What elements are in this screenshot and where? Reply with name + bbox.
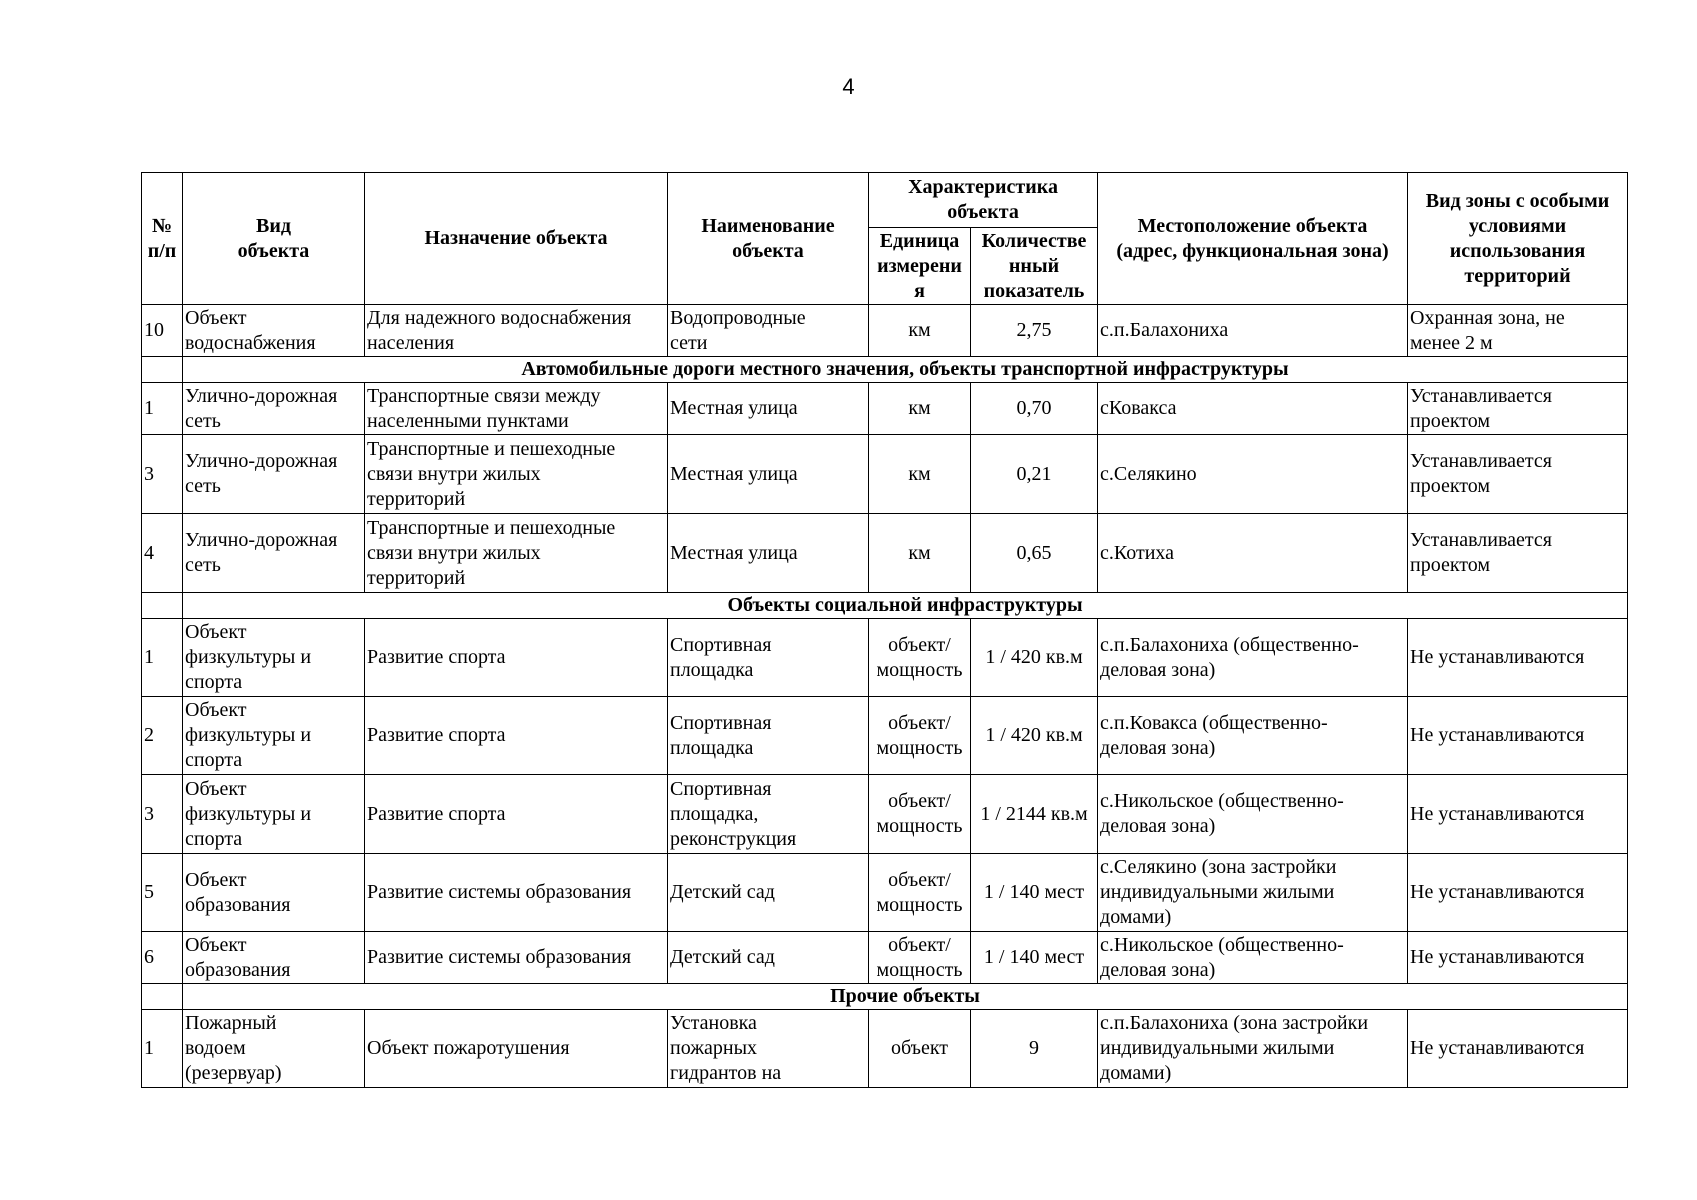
cell-name: Детский сад	[668, 854, 869, 932]
cell-purpose: Развитие спорта	[365, 775, 668, 854]
cell-quantity: 1 / 140 мест	[971, 854, 1098, 932]
header-location: Местоположение объекта (адрес, функциональная зона)	[1098, 173, 1408, 305]
cell-unit: объект/ мощность	[869, 697, 971, 775]
cell-zone: Устанавливается проектом	[1408, 514, 1628, 593]
cell-quantity: 1 / 420 кв.м	[971, 697, 1098, 775]
section-empty-cell	[142, 984, 183, 1010]
cell-zone: Охранная зона, не менее 2 м	[1408, 305, 1628, 357]
cell-quantity: 2,75	[971, 305, 1098, 357]
header-type: Вид объекта	[183, 173, 365, 305]
cell-type: Объект образования	[183, 932, 365, 984]
cell-num: 6	[142, 932, 183, 984]
cell-name: Детский сад	[668, 932, 869, 984]
cell-purpose: Для надежного водоснабжения населения	[365, 305, 668, 357]
cell-location: с.Селякино (зона застройки индивидуальными жилыми домами)	[1098, 854, 1408, 932]
cell-zone: Не устанавливаются	[1408, 697, 1628, 775]
cell-type: Объект образования	[183, 854, 365, 932]
cell-purpose: Объект пожаротушения	[365, 1010, 668, 1088]
cell-quantity: 1 / 2144 кв.м	[971, 775, 1098, 854]
cell-unit: км	[869, 435, 971, 514]
table-row	[142, 697, 1628, 775]
cell-type: Улично-дорожная сеть	[183, 514, 365, 593]
cell-location: с.п.Балахониха (зона застройки индивидуальными жилыми домами)	[1098, 1010, 1408, 1088]
cell-type: Объект физкультуры и спорта	[183, 619, 365, 697]
cell-zone: Не устанавливаются	[1408, 619, 1628, 697]
cell-location: сКовакса	[1098, 383, 1408, 435]
cell-num: 1	[142, 383, 183, 435]
cell-unit: объект/ мощность	[869, 619, 971, 697]
cell-unit: км	[869, 383, 971, 435]
cell-num: 4	[142, 514, 183, 593]
section-row	[142, 984, 1628, 1010]
cell-type: Улично-дорожная сеть	[183, 435, 365, 514]
table-row	[142, 383, 1628, 435]
cell-name: Спортивная площадка	[668, 619, 869, 697]
section-empty-cell	[142, 357, 183, 383]
cell-zone: Не устанавливаются	[1408, 775, 1628, 854]
cell-num: 3	[142, 435, 183, 514]
cell-unit: объект/ мощность	[869, 854, 971, 932]
cell-quantity: 1 / 140 мест	[971, 932, 1098, 984]
header-name: Наименование объекта	[668, 173, 869, 305]
cell-unit: км	[869, 305, 971, 357]
cell-purpose: Развитие спорта	[365, 619, 668, 697]
cell-type: Объект водоснабжения	[183, 305, 365, 357]
cell-num: 10	[142, 305, 183, 357]
header-characteristic: Характеристика объекта	[869, 173, 1098, 228]
section-title: Объекты социальной инфраструктуры	[183, 593, 1628, 619]
section-empty-cell	[142, 593, 183, 619]
table-row	[142, 435, 1628, 514]
cell-name: Спортивная площадка, реконструкция	[668, 775, 869, 854]
cell-location: с.Селякино	[1098, 435, 1408, 514]
cell-location: с.п.Ковакса (общественно- деловая зона)	[1098, 697, 1408, 775]
table-row	[142, 1010, 1628, 1088]
page-number: 4	[842, 74, 855, 99]
cell-num: 3	[142, 775, 183, 854]
cell-purpose: Транспортные связи между населенными пунктами	[365, 383, 668, 435]
table-row	[142, 305, 1628, 357]
cell-num: 1	[142, 619, 183, 697]
cell-unit: объект/ мощность	[869, 775, 971, 854]
header-unit: Единица измерени я	[869, 228, 971, 305]
cell-type: Пожарный водоем (резервуар)	[183, 1010, 365, 1088]
cell-zone: Устанавливается проектом	[1408, 435, 1628, 514]
cell-location: с.Котиха	[1098, 514, 1408, 593]
table-row	[142, 854, 1628, 932]
cell-name: Водопроводные сети	[668, 305, 869, 357]
cell-name: Местная улица	[668, 514, 869, 593]
cell-quantity: 1 / 420 кв.м	[971, 619, 1098, 697]
cell-zone: Не устанавливаются	[1408, 1010, 1628, 1088]
cell-purpose: Транспортные и пешеходные связи внутри жилых территорий	[365, 514, 668, 593]
cell-zone: Не устанавливаются	[1408, 932, 1628, 984]
table-row	[142, 932, 1628, 984]
cell-name: Местная улица	[668, 383, 869, 435]
section-row	[142, 593, 1628, 619]
cell-type: Объект физкультуры и спорта	[183, 697, 365, 775]
cell-zone: Не устанавливаются	[1408, 854, 1628, 932]
cell-unit: объект	[869, 1010, 971, 1088]
cell-zone: Устанавливается проектом	[1408, 383, 1628, 435]
header-num: № п/п	[142, 173, 183, 305]
section-title: Автомобильные дороги местного значения, объекты транспортной инфраструктуры	[183, 357, 1628, 383]
cell-purpose: Развитие системы образования	[365, 932, 668, 984]
header-purpose: Назначение объекта	[365, 173, 668, 305]
cell-location: с.п.Балахониха	[1098, 305, 1408, 357]
cell-type: Объект физкультуры и спорта	[183, 775, 365, 854]
cell-location: с.п.Балахониха (общественно- деловая зона)	[1098, 619, 1408, 697]
cell-unit: км	[869, 514, 971, 593]
cell-name: Местная улица	[668, 435, 869, 514]
cell-purpose: Развитие спорта	[365, 697, 668, 775]
header-quantity: Количестве нный показатель	[971, 228, 1098, 305]
header-zone: Вид зоны с особыми условиями использования территорий	[1408, 173, 1628, 305]
planned-objects-table	[141, 172, 1628, 1088]
cell-quantity: 9	[971, 1010, 1098, 1088]
table-row	[142, 514, 1628, 593]
cell-name: Спортивная площадка	[668, 697, 869, 775]
section-title: Прочие объекты	[183, 984, 1628, 1010]
cell-quantity: 0,65	[971, 514, 1098, 593]
cell-location: с.Никольское (общественно- деловая зона)	[1098, 775, 1408, 854]
cell-quantity: 0,70	[971, 383, 1098, 435]
cell-name: Установка пожарных гидрантов на	[668, 1010, 869, 1088]
cell-num: 5	[142, 854, 183, 932]
table-row	[142, 775, 1628, 854]
cell-purpose: Развитие системы образования	[365, 854, 668, 932]
cell-type: Улично-дорожная сеть	[183, 383, 365, 435]
cell-purpose: Транспортные и пешеходные связи внутри жилых территорий	[365, 435, 668, 514]
cell-num: 1	[142, 1010, 183, 1088]
cell-quantity: 0,21	[971, 435, 1098, 514]
cell-num: 2	[142, 697, 183, 775]
cell-unit: объект/ мощность	[869, 932, 971, 984]
table-body	[142, 305, 1628, 1088]
table-row	[142, 619, 1628, 697]
cell-location: с.Никольское (общественно- деловая зона)	[1098, 932, 1408, 984]
section-row	[142, 357, 1628, 383]
